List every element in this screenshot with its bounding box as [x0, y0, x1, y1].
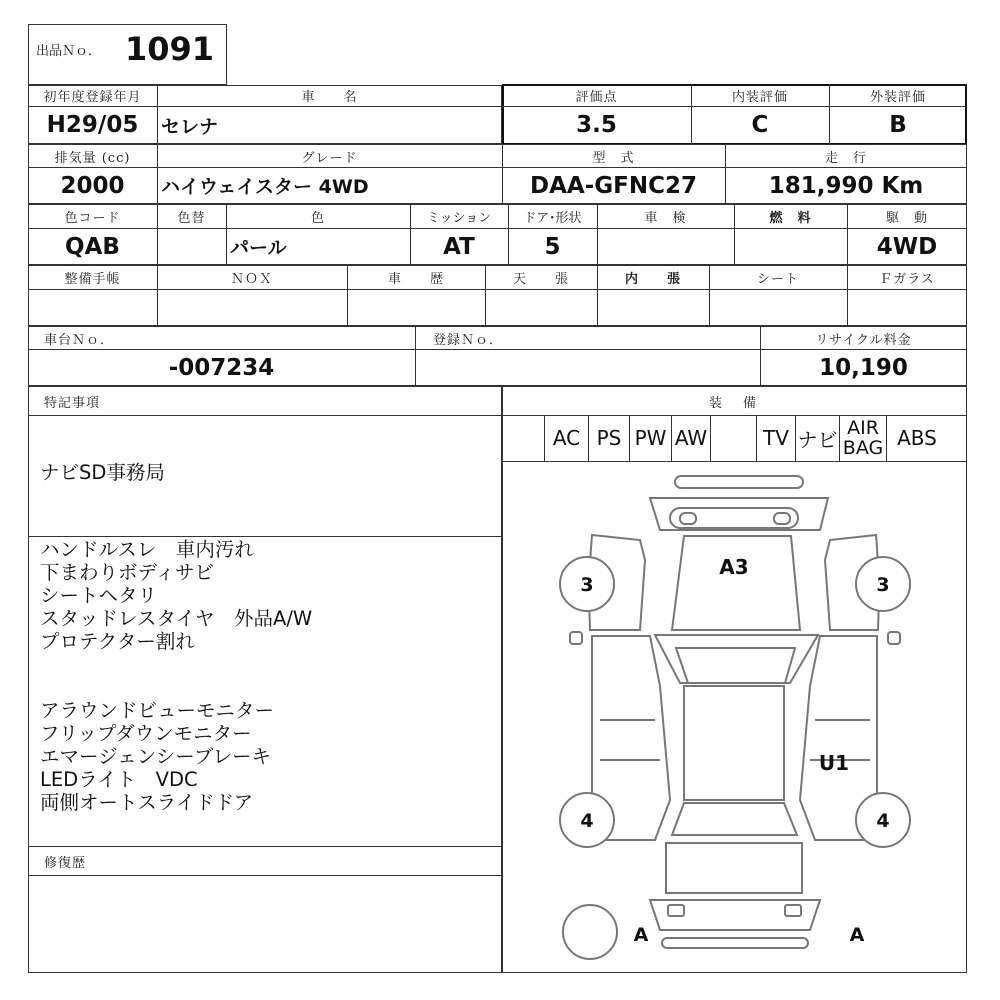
recycle-value: 10,190	[819, 354, 908, 381]
sunroof-label: 天 張	[512, 272, 569, 287]
mark-front-right-fender: 3	[876, 574, 890, 596]
drive-value: 4WD	[876, 233, 938, 260]
interior-trim-label: 内 張	[624, 272, 681, 287]
notes-line: フリップダウンモニター	[40, 722, 252, 745]
registration-label: 登録Ｎｏ．	[433, 332, 504, 348]
registration-value	[415, 349, 760, 386]
interior-value: C	[751, 112, 769, 138]
color-value: パール	[230, 237, 287, 259]
equipment-item: ABS	[886, 415, 947, 461]
equipment-item: ナビ	[795, 415, 839, 461]
lot-number: 1091	[125, 30, 215, 68]
notes-line: LEDライト VDC	[40, 768, 198, 791]
equipment-item: PW	[629, 415, 671, 461]
car-name-value: セレナ	[161, 115, 219, 138]
equipment-item: AC	[544, 415, 588, 461]
first-reg-label: 初年度登録年月	[43, 90, 142, 105]
notes-line: ハンドルスレ 車内汚れ	[40, 538, 254, 561]
displacement-label: 排気量 (cc)	[54, 150, 131, 166]
mark-rear-right: A	[849, 924, 865, 946]
notes-top: ナビSD事務局	[40, 461, 165, 484]
divider	[28, 875, 502, 876]
notes-line: スタッドレスタイヤ 外品A/W	[40, 607, 313, 630]
car-damage-diagram	[502, 462, 967, 972]
history-label: 車 歴	[387, 272, 444, 287]
mark-rear-left: A	[633, 924, 649, 946]
divider	[28, 536, 502, 537]
notes-line: エマージェンシーブレーキ	[40, 745, 271, 768]
rear-window	[672, 803, 797, 835]
mark-rear-right-quarter: 4	[876, 810, 890, 832]
recycle-label: リサイクル料金	[815, 332, 912, 348]
equipment-item: PS	[588, 415, 629, 461]
hood	[672, 536, 800, 630]
mission-label: ミッション	[426, 211, 492, 226]
spare-tire	[563, 905, 617, 959]
grade-value: ハイウェイスター 4WD	[161, 176, 369, 198]
equipment-item: TV	[756, 415, 795, 461]
notes-label: 特記事項	[44, 396, 101, 411]
seat-label: シート	[756, 272, 799, 287]
notes-line: 両側オートスライドドア	[40, 791, 254, 814]
grade-label: グレード	[301, 150, 358, 166]
chassis-value: -007234	[168, 354, 275, 381]
doors-label: ドア･形状	[523, 211, 582, 226]
mileage-label: 走 行	[824, 150, 867, 166]
equipment-label: 装 備	[708, 396, 760, 411]
score-value: 3.5	[576, 112, 617, 138]
mileage-value: 181,990 Km	[768, 172, 924, 199]
roof	[684, 686, 784, 800]
model-value: DAA-GFNC27	[530, 172, 697, 199]
front-bumper-top	[675, 476, 803, 488]
notes-line: シートヘタリ	[40, 584, 158, 607]
front-bumper	[650, 498, 828, 530]
mark-right-side: U1	[818, 751, 850, 775]
displacement-value: 2000	[60, 172, 125, 199]
interior-label: 内装評価	[731, 90, 788, 105]
divider	[28, 846, 502, 847]
color-change-label: 色替	[177, 211, 206, 226]
color-code-value: QAB	[65, 233, 120, 260]
drive-label: 駆 動	[885, 211, 928, 226]
equipment-item	[502, 415, 544, 461]
score-label: 評価点	[575, 90, 618, 105]
mark-front-left-fender: 3	[580, 574, 594, 596]
nox-label: ＮＯＸ	[230, 272, 273, 287]
first-reg-value: H29/05	[46, 112, 139, 138]
color-label: 色	[310, 211, 325, 226]
equipment-row	[502, 415, 967, 461]
chassis-label: 車台Ｎｏ．	[44, 332, 115, 348]
repair-label: 修復歴	[44, 856, 87, 871]
mission-value: AT	[443, 233, 475, 260]
fuel-label: 燃 料	[769, 211, 812, 226]
equipment-item: AIR BAG	[839, 415, 886, 461]
fuel-value	[734, 228, 847, 265]
doors-value: 5	[544, 233, 561, 260]
lot-label: 出品Ｎｏ．	[36, 44, 102, 59]
fglass-label: Ｆガラス	[879, 272, 935, 287]
notes-line: プロテクター割れ	[40, 630, 195, 653]
color-code-label: 色コード	[64, 211, 121, 226]
equipment-item	[710, 415, 756, 461]
car-name-label: 車 名	[301, 90, 358, 105]
mark-rear-left-quarter: 4	[580, 810, 594, 832]
mark-hood: A3	[719, 555, 749, 579]
exterior-label: 外装評価	[869, 90, 926, 105]
inspection-value	[597, 228, 734, 265]
inspection-label: 車 検	[644, 211, 687, 226]
equipment-item: AW	[671, 415, 710, 461]
divider	[28, 415, 502, 416]
notes-line: アラウンドビューモニター	[40, 699, 275, 722]
color-change-value	[157, 228, 226, 265]
model-label: 型 式	[592, 150, 635, 166]
rear-hatch	[666, 843, 802, 893]
divider	[28, 289, 967, 290]
exterior-value: B	[889, 112, 907, 138]
service-book-label: 整備手帳	[64, 272, 121, 287]
notes-line: 下まわりボディサビ	[40, 561, 214, 584]
